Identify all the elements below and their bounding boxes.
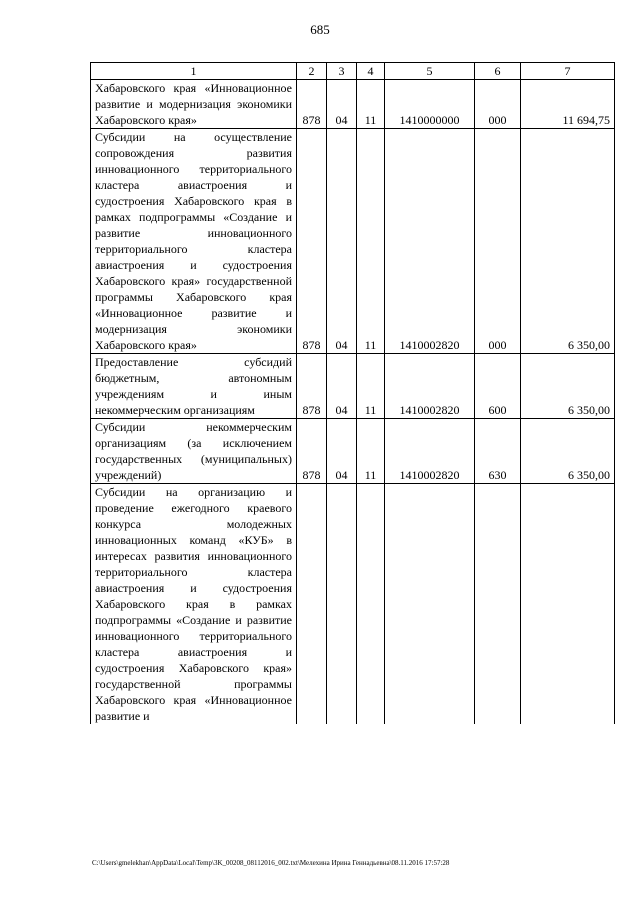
table-row	[91, 484, 615, 725]
footer-file-path: C:\Users\gmelekhan\AppData\Local\Temp\3K_00208_08112016_002.txt\Мелехина Ирина Геннадьевна\08.11.2016 17:57:28	[92, 859, 450, 867]
row-amount: 11 694,75	[521, 80, 615, 129]
table-row	[91, 354, 615, 419]
row-expense-type: 000	[475, 129, 521, 354]
column-header-5: 5	[385, 63, 475, 80]
row-ministry-code: 878	[297, 354, 327, 419]
row-name: Субсидии на организацию и проведение ежегодного краевого конкурса молодежных инновационных команд «КУБ» в интересах развития инновационного территориального кластера авиастроения и судостроения Хабаровского края в рамках подпрограммы «Создание и развитие инновационного территориального кластера авиастроения и судостроения Хабаровского края» государственной программы Хабаровского края «Инновационное развитие и	[91, 484, 297, 725]
row-amount	[521, 484, 615, 725]
row-target-article: 1410000000	[385, 80, 475, 129]
row-expense-type: 000	[475, 80, 521, 129]
row-section-code: 04	[327, 354, 357, 419]
row-expense-type: 630	[475, 419, 521, 484]
table-header-row	[91, 63, 615, 80]
column-header-6: 6	[475, 63, 521, 80]
column-header-4: 4	[357, 63, 385, 80]
row-name: Предоставление субсидий бюджетным, автономным учреждениям и иным некоммерческим организациям	[91, 354, 297, 419]
row-name: Субсидии некоммерческим организациям (за исключением государственных (муниципальных) учреждений)	[91, 419, 297, 484]
row-subsection-code: 11	[357, 354, 385, 419]
row-ministry-code: 878	[297, 129, 327, 354]
row-target-article	[385, 484, 475, 725]
budget-table	[90, 62, 615, 724]
row-ministry-code	[297, 484, 327, 725]
column-header-2: 2	[297, 63, 327, 80]
row-name: Хабаровского края «Инновационное развитие и модернизация экономики Хабаровского края»	[91, 80, 297, 129]
row-subsection-code: 11	[357, 129, 385, 354]
row-amount: 6 350,00	[521, 419, 615, 484]
column-header-7: 7	[521, 63, 615, 80]
row-amount: 6 350,00	[521, 354, 615, 419]
column-header-3: 3	[327, 63, 357, 80]
page-number: 685	[310, 22, 330, 37]
table-row	[91, 129, 615, 354]
row-ministry-code: 878	[297, 419, 327, 484]
row-subsection-code: 11	[357, 419, 385, 484]
row-section-code: 04	[327, 419, 357, 484]
table-row	[91, 80, 615, 129]
column-header-1: 1	[91, 63, 297, 80]
row-ministry-code: 878	[297, 80, 327, 129]
row-target-article: 1410002820	[385, 419, 475, 484]
row-target-article: 1410002820	[385, 354, 475, 419]
row-section-code	[327, 484, 357, 725]
row-amount: 6 350,00	[521, 129, 615, 354]
row-target-article: 1410002820	[385, 129, 475, 354]
row-subsection-code	[357, 484, 385, 725]
row-subsection-code: 11	[357, 80, 385, 129]
row-expense-type	[475, 484, 521, 725]
row-section-code: 04	[327, 80, 357, 129]
table-row	[91, 419, 615, 484]
row-name: Субсидии на осуществление сопровождения развития инновационного территориального кластера авиастроения и судостроения Хабаровского края в рамках подпрограммы «Создание и развитие инновационного территориального кластера авиастроения и судостроения Хабаровского края» государственной программы Хабаровского края «Инновационное развитие и модернизация экономики Хабаровского края»	[91, 129, 297, 354]
row-expense-type: 600	[475, 354, 521, 419]
row-section-code: 04	[327, 129, 357, 354]
